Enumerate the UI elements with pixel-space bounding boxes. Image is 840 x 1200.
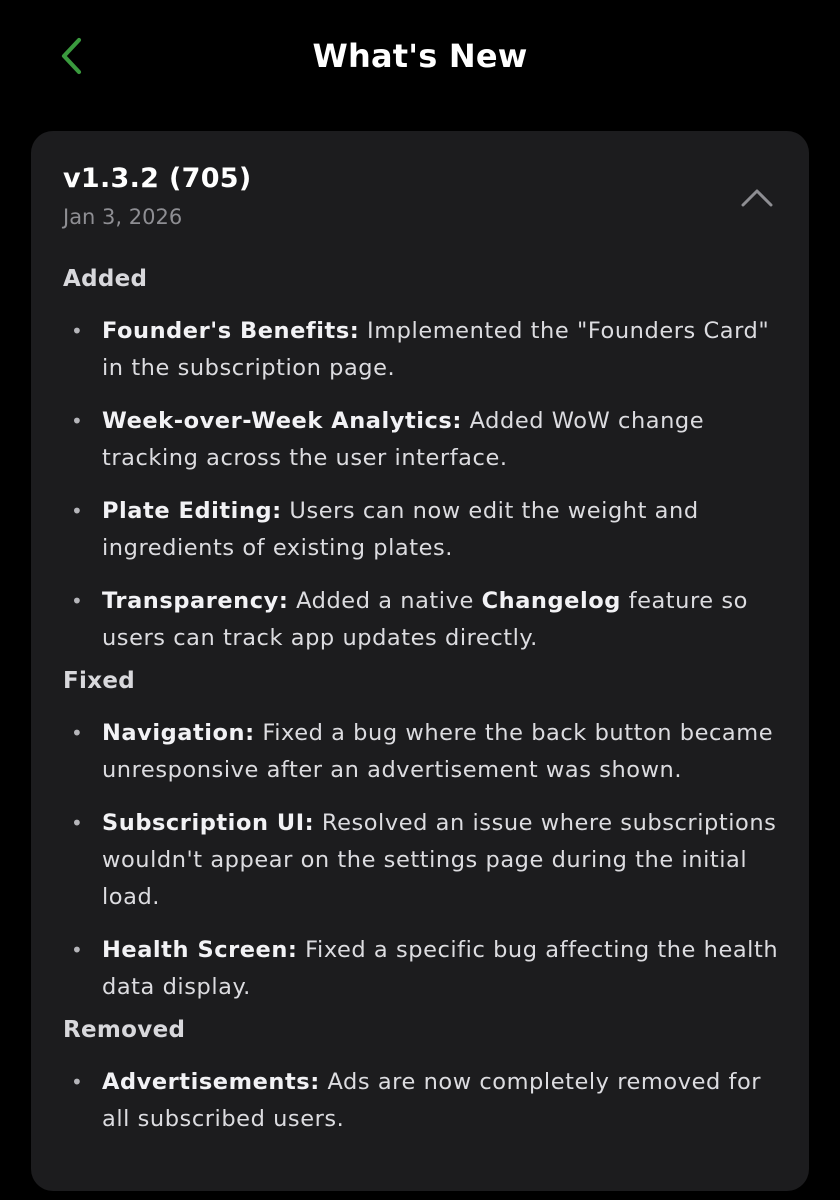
list-item [63, 932, 783, 1006]
item-text: Resolved an issue where subscriptions wouldn't appear on the settings page during the initial load. [102, 810, 777, 910]
bullet: • [71, 1070, 84, 1094]
release-card [31, 131, 809, 1191]
item-title: Navigation: [102, 720, 255, 746]
section-heading-removed: Removed [63, 1017, 186, 1043]
list-item [63, 805, 783, 916]
item-title: Subscription UI: [102, 810, 315, 836]
release-date: Jan 3, 2026 [63, 205, 183, 229]
added-list [63, 313, 783, 657]
bullet: • [71, 721, 84, 745]
item-text: Added WoW change tracking across the user interface. [102, 408, 705, 471]
bullet: • [71, 938, 84, 962]
section-heading-fixed: Fixed [63, 668, 135, 694]
nav-bar [0, 0, 840, 112]
bullet: • [71, 499, 84, 523]
item-text: Implemented the "Founders Card" in the subscription page. [102, 318, 770, 381]
fixed-list [63, 715, 783, 1006]
changelog-content [63, 263, 783, 1154]
list-item [63, 403, 783, 477]
list-item [63, 493, 783, 567]
chevron-up-icon [737, 181, 777, 215]
item-title: Plate Editing: [102, 498, 282, 524]
item-title: Transparency: [102, 588, 289, 614]
item-title: Week-over-Week Analytics: [102, 408, 462, 434]
item-text: Ads are now completely removed for all subscribed users. [102, 1069, 762, 1132]
list-item [63, 583, 783, 657]
item-text: Users can now edit the weight and ingredients of existing plates. [102, 498, 699, 561]
list-item [63, 313, 783, 387]
collapse-button[interactable] [737, 181, 777, 215]
item-title: Advertisements: [102, 1069, 320, 1095]
version-title: v1.3.2 (705) [63, 163, 252, 194]
item-title: Founder's Benefits: [102, 318, 360, 344]
item-text: Fixed a specific bug affecting the health data display. [102, 937, 779, 1000]
item-text: Added a native [288, 588, 482, 614]
item-title: Health Screen: [102, 937, 298, 963]
section-heading-added: Added [63, 266, 148, 292]
bullet: • [71, 319, 84, 343]
list-item [63, 715, 783, 789]
item-text: feature so users can track app updates directly. [102, 588, 748, 651]
bullet: • [71, 589, 84, 613]
removed-list [63, 1064, 783, 1138]
bullet: • [71, 811, 84, 835]
list-item [63, 1064, 783, 1138]
bullet: • [71, 409, 84, 433]
page-title: What's New [312, 37, 528, 75]
item-text: Fixed a bug where the back button became unresponsive after an advertisement was shown. [102, 720, 774, 783]
changelog-term: Changelog [481, 588, 621, 614]
